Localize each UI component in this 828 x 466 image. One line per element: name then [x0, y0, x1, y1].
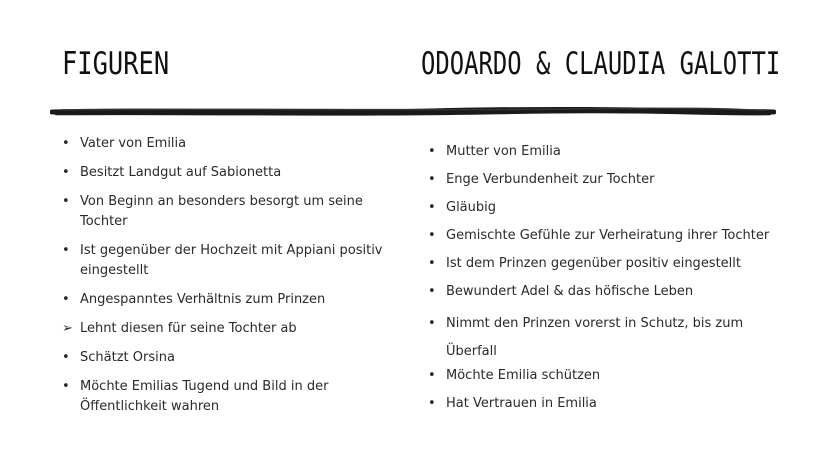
list-item-text: Besitzt Landgut auf Sabionetta	[80, 165, 282, 180]
list-item-text: Von Beginn an besonders besorgt um seine Tochter	[80, 194, 363, 229]
list-item	[428, 310, 788, 366]
list-item-text: Lehnt diesen für seine Tochter ab	[80, 321, 297, 336]
list-item-text: Schätzt Orsina	[80, 350, 175, 365]
list-item	[62, 290, 392, 310]
bullet-icon: •	[62, 292, 70, 307]
list-item	[428, 170, 788, 190]
bullet-icon: •	[62, 136, 70, 151]
list-item-text: Angespanntes Verhältnis zum Prinzen	[80, 292, 326, 307]
bullet-icon: •	[62, 350, 70, 365]
list-item	[62, 134, 392, 154]
list-item-text: Ist dem Prinzen gegenüber positiv eingestellt	[446, 256, 742, 271]
bullet-icon: •	[428, 396, 436, 411]
list-item	[62, 163, 392, 183]
bullet-icon: •	[62, 194, 70, 209]
list-item	[428, 282, 788, 302]
list-item-text: Ist gegenüber der Hochzeit mit Appiani positiv eingestellt	[80, 243, 383, 278]
bullet-icon: •	[428, 172, 436, 187]
list-item-text: Gemischte Gefühle zur Verheiratung ihrer Tochter	[446, 228, 770, 243]
bullet-icon: •	[428, 256, 436, 271]
list-item-text: Vater von Emilia	[80, 136, 187, 151]
list-item	[62, 192, 392, 232]
list-item-text: Mutter von Emilia	[446, 144, 561, 159]
brush-divider	[50, 102, 776, 122]
slide-title-left: FIGUREN	[62, 46, 170, 82]
list-item	[428, 198, 788, 218]
right-bullet-list	[428, 142, 788, 422]
list-item-text: Enge Verbundenheit zur Tochter	[446, 172, 655, 187]
bullet-icon: •	[62, 243, 70, 258]
bullet-icon: •	[428, 368, 436, 383]
list-item	[62, 241, 392, 281]
list-item	[428, 366, 788, 386]
list-item	[428, 254, 788, 274]
list-item	[428, 394, 788, 414]
bullet-icon: •	[428, 284, 436, 299]
left-bullet-list	[62, 134, 392, 426]
bullet-icon: •	[428, 316, 436, 331]
list-item-text: Nimmt den Prinzen vorerst in Schutz, bis zum Überfall	[446, 316, 744, 359]
bullet-icon: •	[62, 165, 70, 180]
list-item	[428, 226, 788, 246]
list-item-text: Möchte Emilia schützen	[446, 368, 601, 383]
list-item	[428, 142, 788, 162]
list-item	[62, 319, 392, 339]
list-item-text: Gläubig	[446, 200, 497, 215]
list-item	[62, 377, 392, 417]
list-item-text: Möchte Emilias Tugend und Bild in der Öffentlichkeit wahren	[80, 379, 329, 414]
list-item-text: Bewundert Adel & das höfische Leben	[446, 284, 694, 299]
list-item	[62, 348, 392, 368]
slide-title-right: ODOARDO & CLAUDIA GALOTTI	[421, 46, 781, 82]
bullet-icon: •	[428, 144, 436, 159]
bullet-icon: •	[62, 379, 70, 394]
arrow-bullet-icon: ➢	[62, 321, 73, 336]
bullet-icon: •	[428, 200, 436, 215]
bullet-icon: •	[428, 228, 436, 243]
list-item-text: Hat Vertrauen in Emilia	[446, 396, 597, 411]
